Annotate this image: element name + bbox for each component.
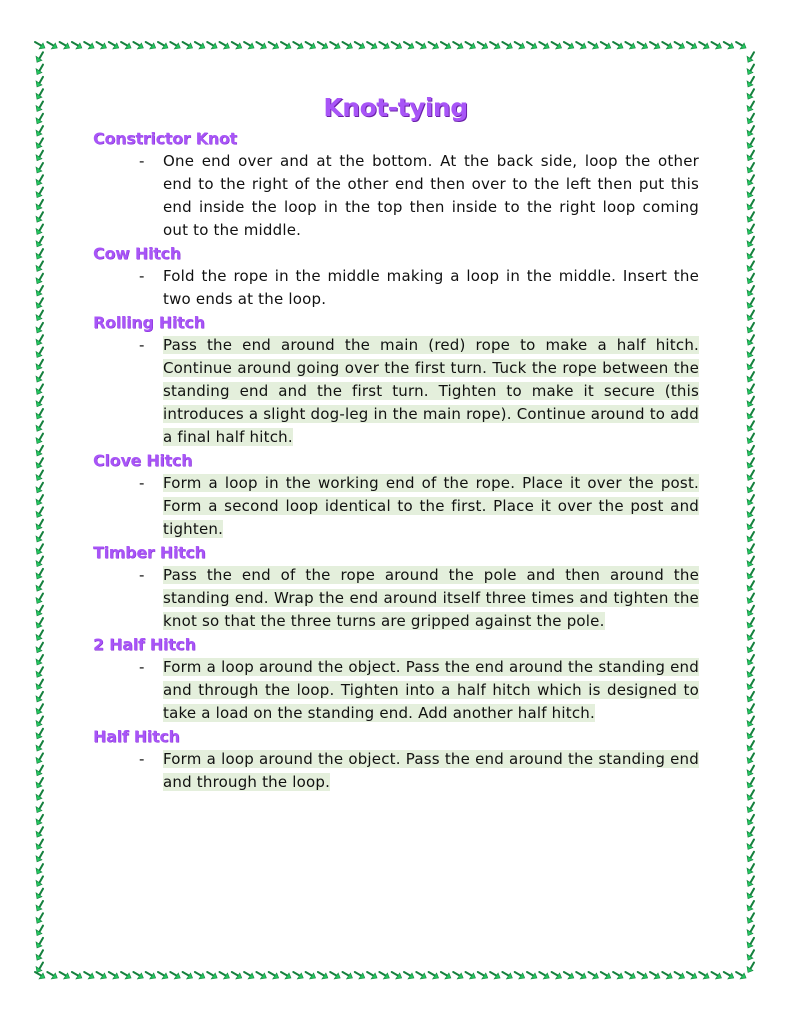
knot-heading: 2 Half Hitch [93, 635, 196, 654]
border-arrow [589, 972, 599, 979]
border-arrow [36, 729, 43, 739]
border-arrow [36, 397, 43, 407]
border-arrow [747, 655, 754, 665]
border-arrow [747, 360, 754, 370]
knot-heading: Cow Hitch [93, 244, 181, 263]
border-arrow [36, 876, 43, 886]
border-arrow [158, 42, 168, 49]
border-arrow [367, 972, 377, 979]
bullet-dash: - [139, 267, 145, 285]
border-arrow [36, 618, 43, 628]
knot-section-rolling-hitch [93, 312, 699, 449]
border-arrow [747, 840, 754, 850]
border-arrow [747, 913, 754, 923]
border-arrow [747, 372, 754, 382]
border-arrow [601, 42, 611, 49]
border-arrow [747, 926, 754, 936]
border-arrow [60, 42, 70, 49]
border-arrow [36, 384, 43, 394]
border-arrow [36, 864, 43, 874]
border-arrow [675, 972, 685, 979]
border-arrow [747, 581, 754, 591]
border-arrow [36, 298, 43, 308]
knot-description-row [93, 265, 699, 311]
border-arrow [183, 42, 193, 49]
border-arrow [47, 42, 57, 49]
border-arrow [36, 815, 43, 825]
border-arrow [747, 249, 754, 259]
border-arrow [747, 446, 754, 456]
page-title: Knot-tying [323, 93, 468, 122]
border-arrow [747, 311, 754, 321]
border-arrow [441, 42, 451, 49]
border-arrow [36, 520, 43, 530]
border-arrow [589, 42, 599, 49]
border-arrow [367, 42, 377, 49]
knot-description-row [93, 656, 699, 725]
border-arrow [36, 286, 43, 296]
border-arrow [747, 335, 754, 345]
border-arrow [355, 42, 365, 49]
border-arrow [747, 200, 754, 210]
border-arrow [293, 42, 303, 49]
border-arrow [36, 655, 43, 665]
border-arrow [36, 151, 43, 161]
border-arrow [36, 335, 43, 345]
border-arrow [170, 42, 180, 49]
border-arrow [613, 972, 623, 979]
border-arrow [453, 972, 463, 979]
border-arrow [36, 532, 43, 542]
border-arrow [429, 972, 439, 979]
knot-heading: Rolling Hitch [93, 313, 205, 332]
border-arrow [36, 458, 43, 468]
border-arrow [576, 972, 586, 979]
border-arrow [306, 972, 316, 979]
border-arrow [441, 972, 451, 979]
border-arrow [478, 42, 488, 49]
border-arrow [747, 261, 754, 271]
border-arrow [36, 261, 43, 271]
border-arrow [281, 42, 291, 49]
border-arrow [183, 972, 193, 979]
border-arrow [36, 495, 43, 505]
border-arrow [747, 458, 754, 468]
border-arrow [72, 972, 82, 979]
border-arrow [576, 42, 586, 49]
border-arrow [747, 237, 754, 247]
border-arrow [36, 212, 43, 222]
border-arrow [747, 790, 754, 800]
border-arrow [36, 753, 43, 763]
border-arrow [36, 827, 43, 837]
border-arrow [36, 717, 43, 727]
border-arrow [429, 42, 439, 49]
border-arrow [747, 803, 754, 813]
knot-description: One end over and at the bottom. At the back side, loop the other end to the right of the other end then over to the left then put this end inside the loop in the top then inside to the right loop coming out to the middle. [163, 152, 699, 239]
knot-description-row [93, 748, 699, 794]
border-arrow [515, 972, 525, 979]
border-arrow [36, 557, 43, 567]
border-arrow [121, 42, 131, 49]
border-arrow [747, 729, 754, 739]
border-arrow [195, 972, 205, 979]
border-arrow [747, 741, 754, 751]
border-arrow [36, 692, 43, 702]
border-arrow [293, 972, 303, 979]
border-arrow [625, 972, 635, 979]
border-arrow [724, 972, 734, 979]
border-arrow [747, 630, 754, 640]
border-arrow [244, 42, 254, 49]
border-arrow [195, 42, 205, 49]
bullet-dash: - [139, 474, 145, 492]
knot-heading: Timber Hitch [93, 543, 206, 562]
border-arrow [747, 643, 754, 653]
border-arrow [36, 348, 43, 358]
knot-description-row [93, 472, 699, 541]
border-arrow [244, 972, 254, 979]
knot-description-row [93, 334, 699, 449]
border-arrow [638, 42, 648, 49]
knot-description: Form a loop around the object. Pass the end around the standing end and through the loop. [163, 750, 699, 791]
border-arrow [478, 972, 488, 979]
border-arrow [36, 175, 43, 185]
border-arrow [355, 972, 365, 979]
border-arrow [109, 42, 119, 49]
border-arrow [36, 544, 43, 554]
bullet-dash: - [139, 336, 145, 354]
border-arrow [747, 950, 754, 960]
border-arrow [747, 77, 754, 87]
border-arrow [36, 913, 43, 923]
border-arrow [36, 938, 43, 948]
border-arrow [490, 42, 500, 49]
border-arrow [650, 42, 660, 49]
border-arrow [36, 680, 43, 690]
border-arrow [133, 972, 143, 979]
border-arrow [269, 42, 279, 49]
border-arrow [416, 42, 426, 49]
border-arrow [747, 138, 754, 148]
knot-description-row [93, 564, 699, 633]
border-arrow [36, 311, 43, 321]
border-arrow [747, 175, 754, 185]
border-arrow [36, 667, 43, 677]
border-arrow [36, 409, 43, 419]
border-arrow [36, 507, 43, 517]
border-arrow [747, 680, 754, 690]
border-arrow [747, 667, 754, 677]
knot-section-timber-hitch [93, 542, 699, 633]
border-arrow [36, 323, 43, 333]
border-arrow [207, 42, 217, 49]
border-arrow [36, 606, 43, 616]
border-arrow [36, 852, 43, 862]
border-arrow [527, 972, 537, 979]
border-arrow [97, 42, 107, 49]
knot-section-2-half-hitch [93, 634, 699, 725]
border-arrow [36, 446, 43, 456]
border-arrow [379, 42, 389, 49]
border-arrow [392, 42, 402, 49]
border-arrow [712, 972, 722, 979]
border-arrow [269, 972, 279, 979]
border-arrow [747, 409, 754, 419]
border-arrow [97, 972, 107, 979]
border-arrow [747, 163, 754, 173]
border-arrow [747, 557, 754, 567]
border-arrow [539, 42, 549, 49]
border-arrow [36, 372, 43, 382]
border-arrow [747, 397, 754, 407]
knot-description: Pass the end of the rope around the pole and then around the standing end. Wrap the end around itself three times and tighten the knot so that the three turns are gripped against the pole. [163, 566, 699, 630]
border-arrow [121, 972, 131, 979]
border-arrow [490, 972, 500, 979]
border-arrow [601, 972, 611, 979]
border-arrow [207, 972, 217, 979]
border-arrow [613, 42, 623, 49]
border-arrow [453, 42, 463, 49]
border-arrow [747, 606, 754, 616]
border-arrow [747, 298, 754, 308]
border-arrow [318, 972, 328, 979]
border-arrow [36, 274, 43, 284]
border-arrow [36, 421, 43, 431]
border-arrow [539, 972, 549, 979]
border-arrow [84, 972, 94, 979]
border-arrow [662, 42, 672, 49]
border-arrow [330, 42, 340, 49]
border-arrow [36, 188, 43, 198]
border-arrow [747, 569, 754, 579]
border-arrow [638, 972, 648, 979]
border-arrow [502, 42, 512, 49]
knot-description: Pass the end around the main (red) rope to make a half hitch. Continue around going over the first turn. Tuck the rope between the standing end and the first turn. Tighten to make it secure (this introduces a slight dog-leg in the main rope). Continue around to add a final half hitch. [163, 336, 699, 446]
border-arrow [712, 42, 722, 49]
border-arrow [36, 950, 43, 960]
border-arrow [747, 225, 754, 235]
bullet-dash: - [139, 152, 145, 170]
border-arrow [404, 42, 414, 49]
border-arrow [650, 972, 660, 979]
border-arrow [747, 188, 754, 198]
border-arrow [36, 630, 43, 640]
border-arrow [36, 741, 43, 751]
border-arrow [36, 483, 43, 493]
border-arrow [36, 138, 43, 148]
border-arrow [133, 42, 143, 49]
knot-section-clove-hitch [93, 450, 699, 541]
border-arrow [36, 889, 43, 899]
border-arrow [36, 569, 43, 579]
border-arrow [36, 200, 43, 210]
knot-heading: Half Hitch [93, 727, 180, 746]
knot-description-row [93, 150, 699, 242]
border-arrow [36, 963, 43, 973]
border-arrow [747, 827, 754, 837]
border-arrow [687, 42, 697, 49]
border-arrow [747, 384, 754, 394]
border-arrow [158, 972, 168, 979]
border-arrow [256, 42, 266, 49]
bullet-dash: - [139, 750, 145, 768]
border-arrow [170, 972, 180, 979]
border-arrow [552, 972, 562, 979]
border-arrow [662, 972, 672, 979]
border-arrow [747, 815, 754, 825]
border-arrow [747, 876, 754, 886]
border-arrow [36, 360, 43, 370]
border-arrow [625, 42, 635, 49]
knot-heading: Constrictor Knot [93, 129, 237, 148]
border-arrow [35, 972, 45, 979]
border-arrow [502, 972, 512, 979]
border-arrow [747, 766, 754, 776]
knot-section-constrictor-knot [93, 128, 699, 242]
border-arrow [747, 889, 754, 899]
border-arrow [747, 864, 754, 874]
border-arrow [404, 972, 414, 979]
border-arrow [699, 42, 709, 49]
border-arrow [36, 803, 43, 813]
border-arrow [747, 434, 754, 444]
border-arrow [747, 618, 754, 628]
border-arrow [747, 323, 754, 333]
border-arrow [747, 52, 754, 62]
border-arrow [146, 42, 156, 49]
border-arrow [747, 286, 754, 296]
border-arrow [343, 42, 353, 49]
border-arrow [36, 65, 43, 75]
border-arrow [232, 42, 242, 49]
border-arrow [564, 42, 574, 49]
border-arrow [747, 594, 754, 604]
border-arrow [343, 972, 353, 979]
border-arrow [36, 926, 43, 936]
border-arrow [220, 972, 230, 979]
border-arrow [687, 972, 697, 979]
knot-section-half-hitch [93, 726, 699, 794]
knot-description: Fold the rope in the middle making a loop in the middle. Insert the two ends at the loop. [163, 267, 699, 308]
border-arrow [318, 42, 328, 49]
bullet-dash: - [139, 658, 145, 676]
border-arrow [747, 471, 754, 481]
border-arrow [36, 471, 43, 481]
border-arrow [747, 421, 754, 431]
border-arrow [36, 766, 43, 776]
knot-list [93, 128, 699, 795]
border-arrow [747, 520, 754, 530]
border-arrow [109, 972, 119, 979]
border-arrow [747, 483, 754, 493]
border-arrow [36, 52, 43, 62]
border-arrow [466, 972, 476, 979]
border-arrow [36, 704, 43, 714]
border-arrow [36, 594, 43, 604]
border-arrow [747, 753, 754, 763]
border-arrow [36, 434, 43, 444]
border-arrow [747, 495, 754, 505]
border-arrow [747, 704, 754, 714]
border-arrow [736, 972, 746, 979]
border-arrow [36, 225, 43, 235]
border-arrow [466, 42, 476, 49]
knot-description: Form a loop around the object. Pass the end around the standing end and through the loop. Tighten into a half hitch which is designed to take a load on the standing end. Add another half hitch. [163, 658, 699, 722]
border-arrow [747, 717, 754, 727]
border-arrow [220, 42, 230, 49]
border-arrow [306, 42, 316, 49]
border-arrow [747, 852, 754, 862]
knot-section-cow-hitch [93, 243, 699, 311]
border-arrow [747, 692, 754, 702]
border-arrow [36, 643, 43, 653]
border-arrow [36, 163, 43, 173]
border-arrow [146, 972, 156, 979]
border-arrow [392, 972, 402, 979]
border-arrow [564, 972, 574, 979]
border-arrow [256, 972, 266, 979]
border-arrow [747, 274, 754, 284]
border-arrow [747, 65, 754, 75]
border-arrow [36, 790, 43, 800]
border-arrow [747, 544, 754, 554]
knot-heading: Clove Hitch [93, 451, 193, 470]
border-arrow [736, 42, 746, 49]
border-arrow [747, 938, 754, 948]
border-arrow [36, 77, 43, 87]
border-arrow [747, 778, 754, 788]
border-arrow [724, 42, 734, 49]
border-arrow [36, 778, 43, 788]
border-arrow [675, 42, 685, 49]
border-arrow [416, 972, 426, 979]
border-arrow [379, 972, 389, 979]
border-arrow [36, 840, 43, 850]
border-arrow [699, 972, 709, 979]
border-arrow [747, 507, 754, 517]
border-arrow [84, 42, 94, 49]
border-arrow [747, 212, 754, 222]
border-arrow [527, 42, 537, 49]
border-arrow [35, 42, 45, 49]
border-arrow [72, 42, 82, 49]
border-arrow [747, 901, 754, 911]
border-arrow [747, 532, 754, 542]
border-arrow [60, 972, 70, 979]
border-arrow [36, 237, 43, 247]
border-arrow [552, 42, 562, 49]
border-arrow [232, 972, 242, 979]
border-arrow [36, 901, 43, 911]
border-arrow [330, 972, 340, 979]
bullet-dash: - [139, 566, 145, 584]
knot-description: Form a loop in the working end of the rope. Place it over the post. Form a second loop identical to the first. Place it over the post and tighten. [163, 474, 699, 538]
border-arrow [747, 348, 754, 358]
border-arrow [747, 151, 754, 161]
border-arrow [36, 249, 43, 259]
border-arrow [36, 581, 43, 591]
border-arrow [747, 963, 754, 973]
border-arrow [47, 972, 57, 979]
border-arrow [281, 972, 291, 979]
border-arrow [515, 42, 525, 49]
